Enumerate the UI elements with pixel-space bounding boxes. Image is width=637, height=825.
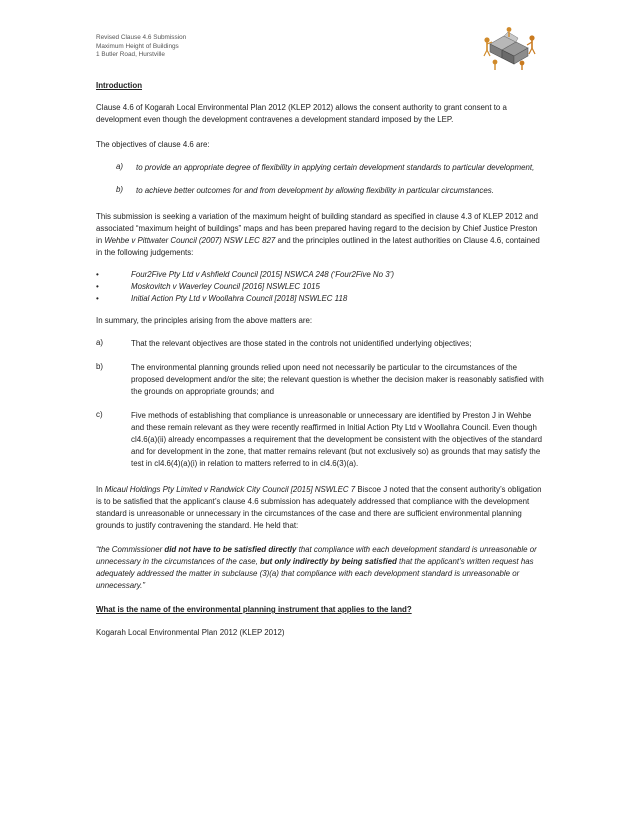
principle-text: Five methods of establishing that compliance is unreasonable or unnecessary are identified by Preston J in Wehbe and these remain relevant as they were recently reaffirmed in Initial Action Pty Ltd v Woollahra Council. Even though cl4.6(a)(ii) already encompasses a requirement that the development be consistent with the objectives of the standard and for development in the zone, that matter remains relevant (but not exclusively so) as grounds that may satisfy the test in cl4.6(4)(a)(i) in relation to matters referred to in cl4.6(3)(a). <box>131 411 542 468</box>
principle-label: a) <box>96 338 104 347</box>
judgement-citation: Moskovitch v Waverley Council [2016] NSWLEC 1015 <box>131 282 320 291</box>
principle-label: c) <box>96 410 103 419</box>
objective-item <box>96 185 544 197</box>
objective-text: to provide an appropriate degree of flexibility in applying certain development standards to particular development, <box>136 163 535 172</box>
submission-paragraph <box>96 211 544 259</box>
list-item <box>96 269 544 281</box>
judgement-list <box>96 269 544 305</box>
case-citation: Wehbe v Pittwater Council (2007) NSW LEC 827 <box>104 236 276 245</box>
paragraph-text: In <box>96 485 105 494</box>
summary-lead: In summary, the principles arising from the above matters are: <box>96 316 313 325</box>
objective-item <box>96 162 544 174</box>
intro-paragraph: Clause 4.6 of Kogarah Local Environmental Plan 2012 (KLEP 2012) allows the consent authority to grant consent to a development even though the development contravenes a development standard imposed by the LEP. <box>96 103 507 124</box>
header-line: Maximum Height of Buildings <box>96 42 179 50</box>
case-citation: Micaul Holdings Pty Limited v Randwick City Council [2015] NSWLEC 7 <box>104 485 356 494</box>
objective-label: b) <box>116 185 124 194</box>
list-item <box>96 281 544 293</box>
judgement-citation: Initial Action Pty Ltd v Woollahra Council [2018] NSWLEC 118 <box>131 294 348 303</box>
quote-text: that compliance with each development standard is unreasonable or unnecessary in the circumstances of the case, <box>96 545 537 566</box>
bullet-icon: • <box>96 282 99 291</box>
header-line: Revised Clause 4.6 Submission <box>96 34 187 41</box>
principle-text: The environmental planning grounds relied upon need not necessarily be particular to the circumstances of the proposed development and/or the site; the relevant question is whether the decision maker is reasonably satisfied with the grounds on appropriate grounds; and <box>131 363 544 396</box>
paragraph-text: This submission is seeking a variation of the maximum height of building standard as specified in clause 4.3 of KLEP 2012 and associated “maximum height of buildings” maps and has been prepared having regard to the decision by Chief Justice Preston in <box>96 212 538 245</box>
principle-item <box>96 338 544 350</box>
quote-text: that the applicant’s written request has adequately addressed the matter in subclause (3)(a) that compliance with each development standard is unreasonable or unnecessary.” <box>96 557 534 590</box>
bullet-icon: • <box>96 270 99 279</box>
quote-emphasis: did not have to be satisfied directly <box>164 545 297 554</box>
paragraph-text: and the principles outlined in the latest authorities on Clause 4.6, contained in the following judgements: <box>96 236 540 257</box>
objectives-lead: The objectives of clause 4.6 are: <box>96 140 210 149</box>
principle-text: That the relevant objectives are those stated in the controls not unidentified underlying objectives; <box>131 339 472 348</box>
running-header <box>96 34 186 60</box>
header-line: 1 Butler Road, Hurstville <box>96 51 165 59</box>
puzzle-pieces-figures-logo <box>478 26 540 70</box>
question-answer: Kogarah Local Environmental Plan 2012 (KLEP 2012) <box>96 628 285 637</box>
block-quote <box>96 544 544 592</box>
principle-item <box>96 410 544 470</box>
quote-emphasis: but only indirectly by being satisfied <box>260 557 397 566</box>
paragraph-text: Biscoe J noted that the consent authority’s obligation is to be satisfied that the applicant’s clause 4.6 submission has adequately addressed that compliance with the development standard is unreasonable or unnecessary in the circumstances of the case and there are sufficient environmental planning grounds to justify contravening the standard. He held that: <box>96 485 542 530</box>
bullet-icon: • <box>96 294 99 303</box>
section-heading-introduction: Introduction <box>96 81 143 90</box>
quote-text: “the Commissioner <box>96 545 165 554</box>
document-body <box>96 80 544 639</box>
objective-label: a) <box>116 162 124 171</box>
list-item <box>96 293 544 305</box>
section-heading-question: What is the name of the environmental planning instrument that applies to the land? <box>96 605 412 614</box>
principle-label: b) <box>96 362 104 371</box>
principle-item <box>96 362 544 398</box>
objective-text: to achieve better outcomes for and from development by allowing flexibility in particular circumstances. <box>136 186 494 195</box>
micaul-paragraph <box>96 484 544 532</box>
judgement-citation: Four2Five Pty Ltd v Ashfield Council [2015] NSWCA 248 (‘Four2Five No 3’) <box>131 270 394 279</box>
